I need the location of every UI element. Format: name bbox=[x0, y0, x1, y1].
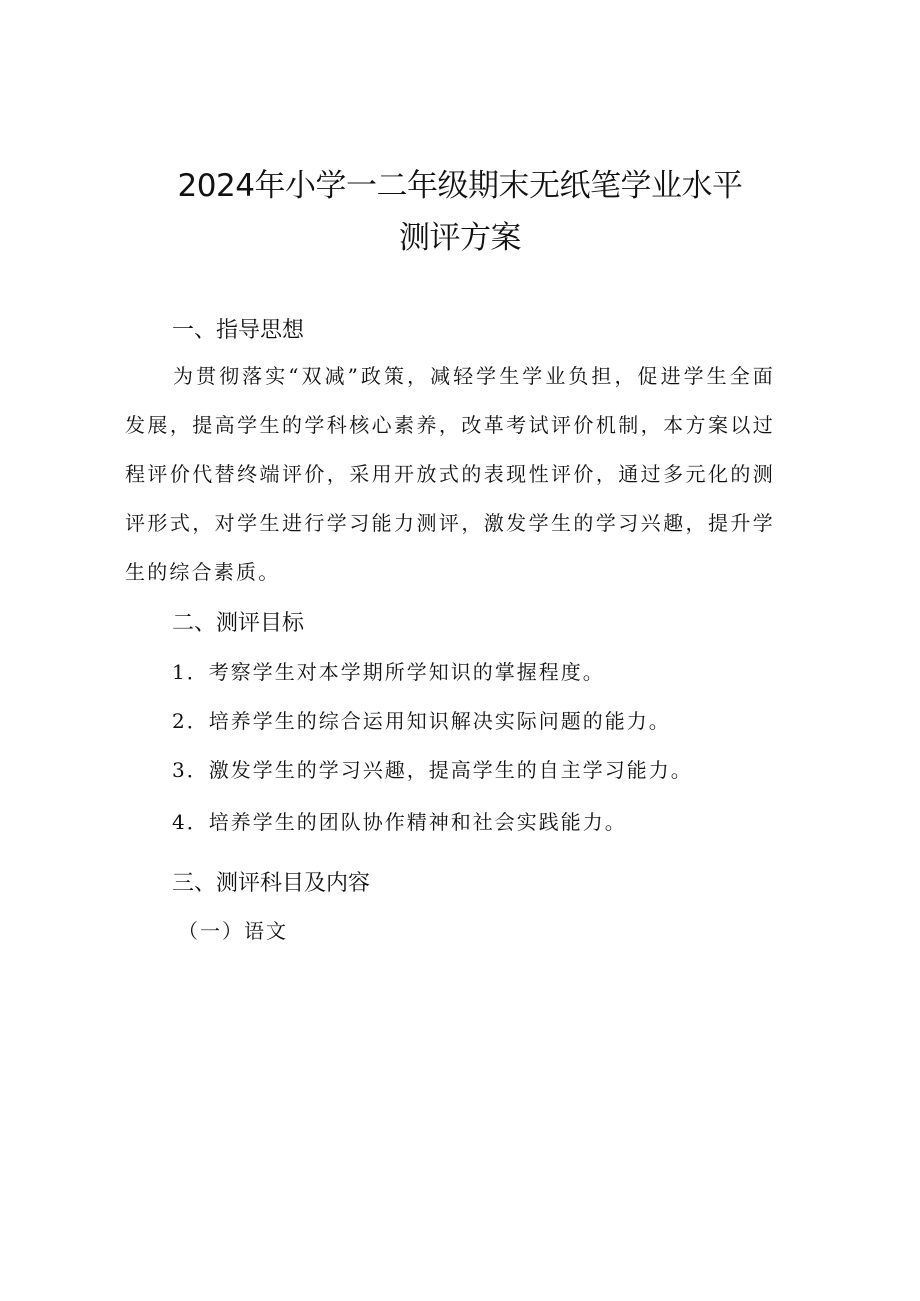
goal-item-1: 1．考察学生对本学期所学知识的掌握程度。 bbox=[172, 660, 605, 684]
goal-item-4: 4．培养学生的团队协作精神和社会实践能力。 bbox=[172, 810, 627, 834]
section-heading-subjects-content: 三、测评科目及内容 bbox=[172, 871, 371, 896]
document-title-line-2: 测评方案 bbox=[399, 220, 521, 256]
subsection-heading-chinese: （一）语文 bbox=[178, 919, 288, 943]
section-heading-assessment-goals: 二、测评目标 bbox=[172, 611, 305, 636]
section-heading-guiding-ideology: 一、指导思想 bbox=[172, 318, 305, 343]
document-title-line-1: 2024年小学一二年级期末无纸笔学业水平 bbox=[177, 168, 743, 204]
section-paragraph-guiding-ideology: 为贯彻落实“双减”政策，减轻学生学业负担，促进学生全面发展，提高学生的学科核心素养，改革考试评价机制，本方案以过程评价代替终端评价，采用开放式的表现性评价，通过多元化的测评形式，对学生进行学习能力测评，激发学生的学习兴趣，提升学生的综合素质。 bbox=[125, 364, 775, 584]
goal-item-2: 2．培养学生的综合运用知识解决实际问题的能力。 bbox=[172, 709, 671, 733]
goal-item-3: 3．激发学生的学习兴趣，提高学生的自主学习能力。 bbox=[172, 758, 693, 782]
